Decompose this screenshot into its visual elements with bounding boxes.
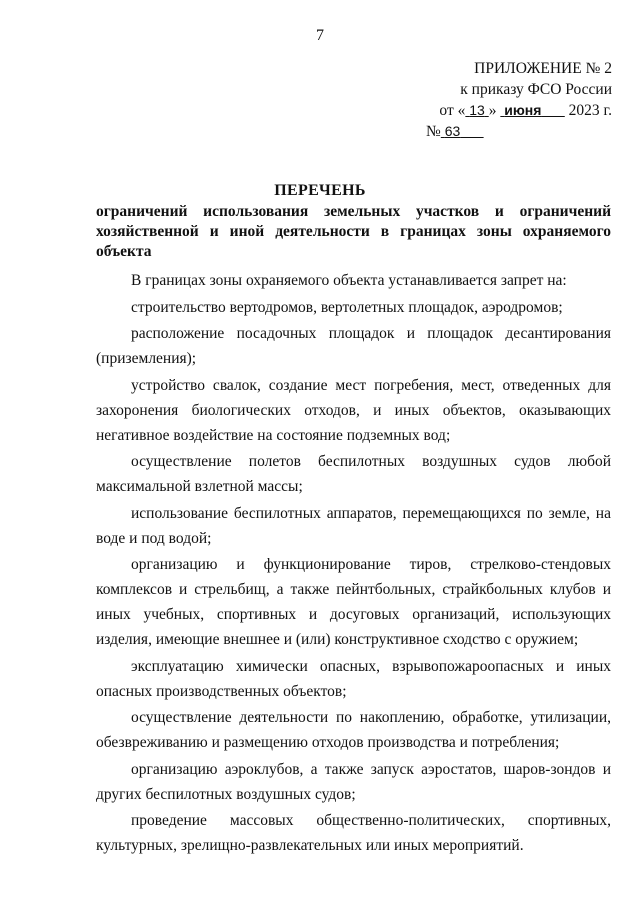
paragraph: осуществление полетов беспилотных воздушных судов любой максимальной взлетной массы; (96, 453, 611, 495)
paragraph: В границах зоны охраняемого объекта устанавливается запрет на: (131, 272, 567, 289)
paragraph: проведение массовых общественно-политических, спортивных, культурных, зрелищно-развлекательных или иных мероприятий. (96, 812, 611, 854)
paragraph: строительство вертодромов, вертолетных площадок, аэродромов; (131, 298, 563, 316)
date-mid: » (488, 102, 497, 119)
document-title: ПЕРЕЧЕНЬ (274, 182, 366, 199)
paragraph: организацию и функционирование тиров, стрелково-стендовых комплексов и стрельбищ, а также пейнтбольных, страйкбольных клубов и иных учебных, спортивных и досуговых организаций, использующих изделия, имеющие внешнее и (или) конструктивное сходство с оружием; (96, 556, 611, 648)
date-month: июня (504, 102, 542, 118)
paragraph: организацию аэроклубов, а также запуск аэростатов, шаров-зондов и других беспилотных воздушных судов; (96, 760, 611, 803)
paragraph: использование беспилотных аппаратов, перемещающихся по земле, на воде и под водой; (96, 504, 611, 547)
number-value: 63 (444, 123, 461, 139)
appendix-title: ПРИЛОЖЕНИЕ № 2 (474, 60, 612, 77)
paragraph: осуществление деятельности по накоплению, обработке, утилизации, обезвреживанию и размещению отходов производства и потребления; (96, 709, 611, 751)
date-year: 2023 г. (568, 102, 612, 119)
date-day: 13 (469, 102, 485, 118)
date-prefix: от « (439, 102, 466, 119)
subtitle-line-2: хозяйственной и иной деятельности в границах зоны охраняемого объекта (96, 223, 611, 260)
appendix-header (372, 58, 612, 142)
paragraph: эксплуатацию химически опасных, взрывопожароопасных и иных опасных производственных объектов; (96, 657, 611, 700)
appendix-date (372, 100, 612, 121)
appendix-order-ref: к приказу ФСО России (460, 81, 612, 98)
paragraph: расположение посадочных площадок и площадок десантирования (приземления); (96, 325, 611, 367)
appendix-number (426, 121, 612, 142)
document-body (96, 268, 611, 860)
document-subtitle (96, 202, 611, 262)
number-prefix: № (426, 123, 441, 140)
paragraph: устройство свалок, создание мест погребения, мест, отведенных для захоронения биологических отходов, и иных объектов, оказывающих негативное воздействие на состояние подземных вод; (96, 376, 611, 444)
subtitle-line-1: ограничений использования земельных участков и ограничений (96, 203, 611, 220)
page-number: 7 (316, 27, 324, 44)
